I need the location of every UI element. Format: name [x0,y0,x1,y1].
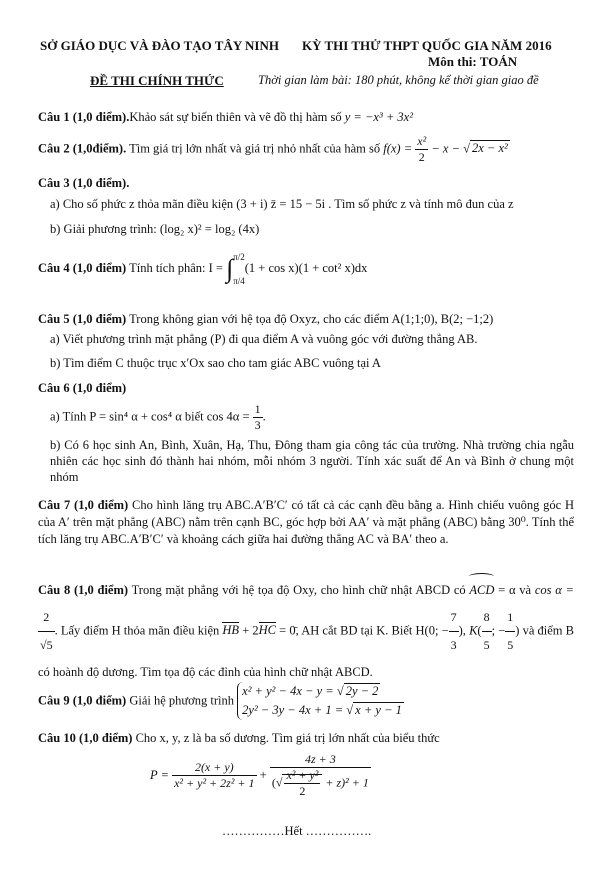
question-2-text: Tìm giá trị lớn nhất và giá trị nhỏ nhất của hàm số [126,141,384,156]
question-4-integrand: (1 + cos x)(1 + cot² x)dx [244,260,368,275]
question-10-label: Câu 10 (1,0 điểm) [38,731,133,745]
question-7 [38,497,574,548]
question-6-fraction: $\frac{1}{3}$ [254,402,261,432]
point-k-fraction-1: $\frac{8}{5}$ [482,604,492,659]
question-3-label: Câu 3 (1,0 điểm). [38,176,130,190]
question-9-text: Giải hệ phương trình [126,693,238,708]
question-9 [38,682,404,720]
equation-system: x² + y² − 4x − y = √ 2y − 2 2y² − 3y − 4x + 1 = √ x + y − 1 [237,682,404,720]
official-exam-label: ĐỀ THI CHÍNH THỨC [90,73,224,88]
question-1-text: Khảo sát sự biến thiên và vẽ đồ thị hàm số [129,110,345,124]
question-6-b: b) Có 6 học sinh An, Bình, Xuân, Hạ, Thu, Đông tham gia công tác của trường. Nhà trường chia ngẫu nhiên các học sinh đó thành hai nhóm, mỗi nhóm 3 người. Tính xác suất để An và Bình ở chung một nhóm [50,438,574,484]
point-k: K [469,623,478,638]
question-10-fraction-2: 4z + 3 (√ $\frac{\text{x² + y²}}{2}$ + z)² + 1 [271,752,369,798]
subject-label: Môn thi: TOÁN [428,54,518,69]
question-6-label: Câu 6 (1,0 điểm) [38,381,127,395]
question-2 [38,134,510,165]
question-9-label: Câu 9 (1,0 điểm) [38,693,127,708]
department-name: SỞ GIÁO DỤC VÀ ĐÀO TẠO TÂY NINH [40,38,279,53]
question-5-text: Trong không gian với hệ tọa độ Oxyz, cho các điểm A(1;1;0), B(2; −1;2) [126,312,494,326]
time-allowed: Thời gian làm bài: 180 phút, không kể thời gian giao đề [258,73,539,87]
question-1-formula: y = −x³ + 3x² [344,110,413,124]
question-3-a: a) Cho số phức z thỏa mãn điều kiện (3 + i) z̄ = 15 − 5i . Tìm số phức z và tính mô đun của z [50,197,514,211]
point-h-fraction: $\frac{7}{3}$ [449,604,459,659]
exam-title: KỲ THI THỬ THPT QUỐC GIA NĂM 2016 [302,38,552,53]
question-5-label: Câu 5 (1,0 điểm) [38,312,127,326]
question-8: Câu 8 (1,0 điểm) Trong mặt phẳng với hệ tọa độ Oxy, cho hình chữ nhật ABCD có ACD = α và cos α = $\frac{2}{√5}$ . Lấy điểm H thỏa mãn điều kiện HB + 2HC = 0̄, AH cắt BD tại K. Biết H(0; − $\frac{7}{3}$ ), K( $\frac{8}{5}$ ; − $\frac{1}{5}$ ) và điểm B có hoành độ dương. Tìm tọa độ các đỉnh của hình chữ nhật ABCD. [38,577,574,686]
question-10-expression: P = $\frac{2(x + y)}{\text{x² + y² + 2z² + 1}}$ + 4z + 3 (√ $\frac{\text{x² + y²}}{2}$ + z)² + 1 [150,752,369,798]
sqrt-icon: √ [463,141,470,156]
question-10-text: Cho x, y, z là ba số dương. Tìm giá trị lớn nhất của biểu thức [132,731,440,745]
question-4-label: Câu 4 (1,0 điểm) [38,260,127,275]
point-h: (0; − [424,623,449,638]
question-1 [38,110,413,125]
question-8-cos-fraction: $\frac{2}{√5}$ [38,604,55,659]
integral-icon: ∫ [226,254,234,283]
end-marker: ……………Hết ……………. [222,824,372,838]
question-8-arc: ACD [469,577,494,604]
question-8-label: Câu 8 (1,0 điểm) [38,583,129,597]
question-7-text: Cho hình lăng trụ ABC.A′B′C′ có tất cả các cạnh đều bằng a. Hình chiếu vuông góc H của A′ trên mặt phẳng (ABC) nằm trên cạnh BC, góc hợp bởi AA′ và mặt phẳng (ABC) bằng 30⁰. Tính thể tích lăng trụ ABC.A′B′C′ và khoảng cách giữa hai đường thẳng AC và BA′ theo a. [38,498,574,546]
question-5-b: b) Tìm điểm C thuộc trục x′Ox sao cho tam giác ABC vuông tại A [50,356,381,370]
question-4-text: Tính tích phân: I = [126,260,227,275]
question-3-b: b) Giải phương trình: (log₂ x)² = log₂ (4x) [50,222,260,236]
question-10-fraction-1: $\frac{2(x + y)}{\text{x² + y² + 2z² + 1}}$ [174,760,255,790]
question-2-rest: − x − [428,141,464,156]
question-4 [38,252,367,286]
question-2-function: f(x) = [383,141,416,156]
question-10 [38,731,440,746]
question-2-root: 2x − x² [472,141,508,156]
question-1-label: Câu 1 (1,0 điểm). [38,110,130,124]
question-2-fraction: $\frac{\text{x²}}{2}$ [417,134,427,164]
question-5 [38,312,493,327]
point-k-fraction-2: $\frac{1}{5}$ [505,604,515,659]
vector-hc: HC [258,623,277,638]
question-7-label: Câu 7 (1,0 điểm) [38,498,129,512]
integral-limits: π/2 π/4 [233,252,245,286]
question-5-a: a) Viết phương trình mặt phẳng (P) đi qua điểm A và vuông góc với đường thẳng AB. [50,332,478,346]
question-2-label: Câu 2 (1,0điểm). [38,141,127,156]
question-6-a: a) Tính P = sin⁴ α + cos⁴ α biết cos 4α = $\frac{1}{3}$ . [50,402,266,432]
vector-hb: HB [222,623,240,638]
